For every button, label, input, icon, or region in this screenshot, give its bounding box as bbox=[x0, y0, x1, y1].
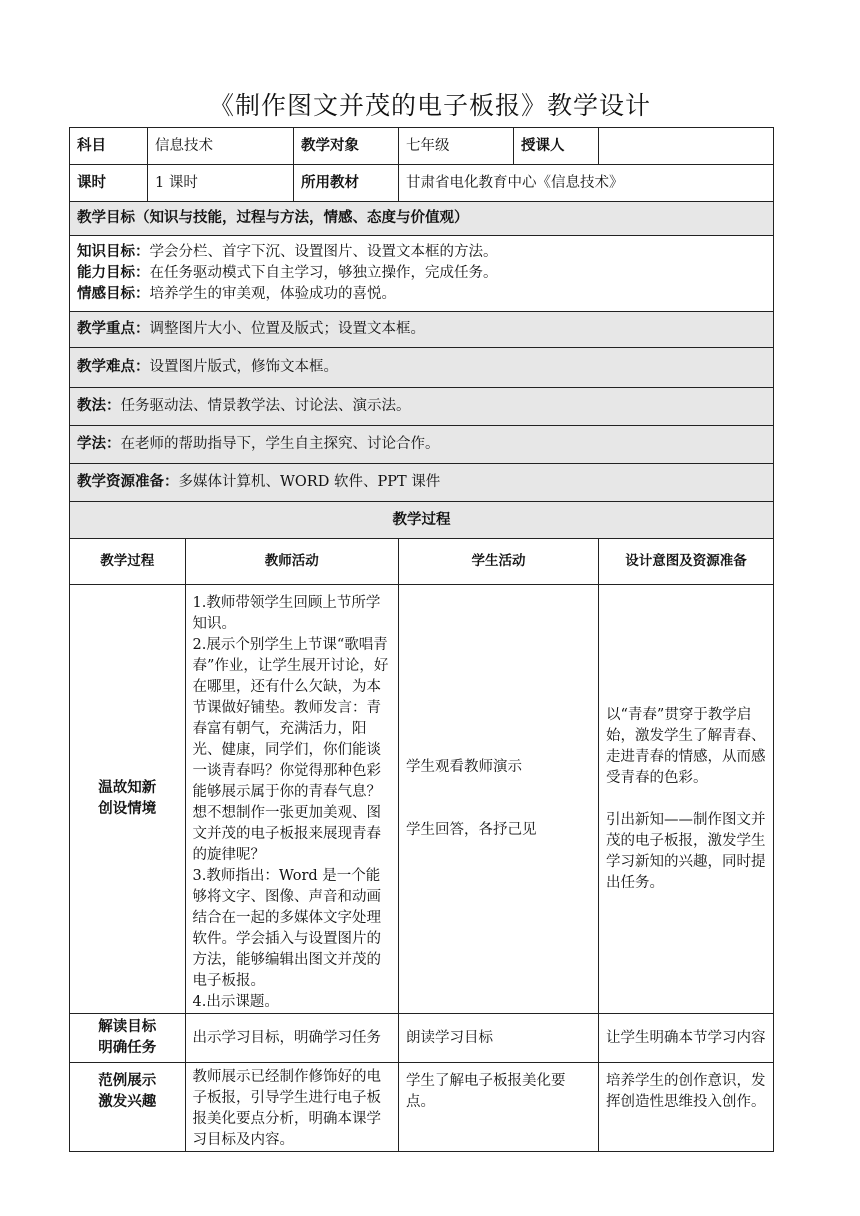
process-row-2 bbox=[70, 1014, 774, 1063]
student-activity-cell: 学生了解电子板报美化要点。 bbox=[399, 1063, 599, 1152]
target-value: 七年级 bbox=[399, 128, 514, 165]
column-header-intent: 设计意图及资源准备 bbox=[599, 539, 774, 585]
column-header-stage: 教学过程 bbox=[70, 539, 185, 584]
learning-methods-row bbox=[70, 426, 774, 464]
teacher-activity-cell: 教师展示已经制作修饰好的电子板报，引导学生进行电子板报美化要点分析，明确本课学习目标及内容。 bbox=[192, 1069, 381, 1148]
process-row-1 bbox=[70, 585, 774, 1014]
key-points-row bbox=[70, 312, 774, 348]
teaching-methods-row bbox=[70, 388, 774, 426]
stage-cell: 范例展示 激发兴趣 bbox=[70, 1063, 185, 1151]
lesson-plan-table bbox=[69, 127, 774, 1152]
knowledge-goal: 知识目标：学会分栏、首字下沉、设置图片、设置文本框的方法。 bbox=[77, 244, 498, 260]
key-points: 教学重点：调整图片大小、位置及版式；设置文本框。 bbox=[70, 312, 774, 348]
difficulties: 教学难点：设置图片版式，修饰文本框。 bbox=[70, 348, 774, 388]
ability-goal: 能力目标：在任务驱动模式下自主学习，够独立操作，完成任务。 bbox=[77, 265, 498, 281]
intent-cell: 以“青春”贯穿于教学启始，激发学生了解青春、走进青春的情感，从而感受青春的色彩。 引出新知——制作图文并茂的电子板报，激发学生学习新知的兴趣，同时提出任务。 bbox=[599, 585, 774, 1014]
teacher-label: 授课人 bbox=[514, 128, 599, 165]
student-activity-cell: 朗读学习目标 bbox=[399, 1014, 599, 1063]
learning-methods: 学法：在老师的帮助指导下，学生自主探究、讨论合作。 bbox=[70, 426, 774, 464]
hours-value: 1 课时 bbox=[148, 165, 294, 202]
process-header-row bbox=[70, 539, 774, 585]
stage-cell: 解读目标 明确任务 bbox=[70, 1014, 185, 1062]
column-header-teacher: 教师活动 bbox=[264, 553, 319, 569]
process-row-3 bbox=[70, 1063, 774, 1152]
stage-cell: 温故知新 创设情境 bbox=[70, 585, 185, 1013]
resources: 教学资源准备：多媒体计算机、WORD 软件、PPT 课件 bbox=[70, 464, 774, 502]
subject-value: 信息技术 bbox=[148, 128, 294, 165]
column-header-student: 学生活动 bbox=[399, 539, 599, 585]
teacher-activity-cell: 出示学习目标，明确学习任务 bbox=[192, 1029, 381, 1046]
subject-label: 科目 bbox=[70, 128, 148, 165]
goals-heading: 教学目标（知识与技能，过程与方法，情感、态度与价值观） bbox=[70, 202, 774, 236]
teacher-value bbox=[599, 128, 774, 165]
teacher-activity-cell: 1.教师带领学生回顾上节所学知识。 2.展示个别学生上节课“歌唱青春”作业，让学生展开讨论，好在哪里，还有什么欠缺，为本节课做好铺垫。教师发言：青春富有朝气，充满活力，阳光、健康，同学们，你们能谈一谈青春吗？你觉得那种色彩能够展示属于你的青春气息？想不想制作一张更加美观、图文并茂的电子板报来展现青春的旋律呢？ 3.教师指出：Word 是一个能够将文字、图像、声音和动画结合在一起的多媒体文字处理软件。学会插入与设置图片的方法，能够编辑出图文并茂的电子板报。 4.出示课题。 bbox=[192, 595, 389, 1010]
target-label: 教学对象 bbox=[294, 128, 399, 165]
textbook-label: 所用教材 bbox=[294, 165, 399, 202]
info-row-2 bbox=[70, 165, 774, 202]
process-heading: 教学过程 bbox=[70, 502, 774, 539]
hours-label: 课时 bbox=[70, 165, 148, 202]
difficulties-row bbox=[70, 348, 774, 388]
student-activity-cell: 学生观看教师演示 学生回答，各抒己见 bbox=[399, 585, 599, 1014]
intent-cell: 让学生明确本节学习内容 bbox=[599, 1014, 774, 1063]
textbook-value: 甘肃省电化教育中心《信息技术》 bbox=[399, 165, 774, 202]
teaching-methods: 教法：任务驱动法、情景教学法、讨论法、演示法。 bbox=[70, 388, 774, 426]
emotion-goal: 情感目标：培养学生的审美观，体验成功的喜悦。 bbox=[77, 286, 396, 302]
info-row-1 bbox=[70, 128, 774, 165]
process-heading-row bbox=[70, 502, 774, 539]
goals-content bbox=[70, 236, 774, 312]
goals-row bbox=[70, 236, 774, 312]
resources-row bbox=[70, 464, 774, 502]
document-title: 《制作图文并茂的电子板报》教学设计 bbox=[208, 91, 651, 120]
intent-cell: 培养学生的创作意识，发挥创造性思维投入创作。 bbox=[599, 1063, 774, 1152]
goals-heading-row bbox=[70, 202, 774, 236]
